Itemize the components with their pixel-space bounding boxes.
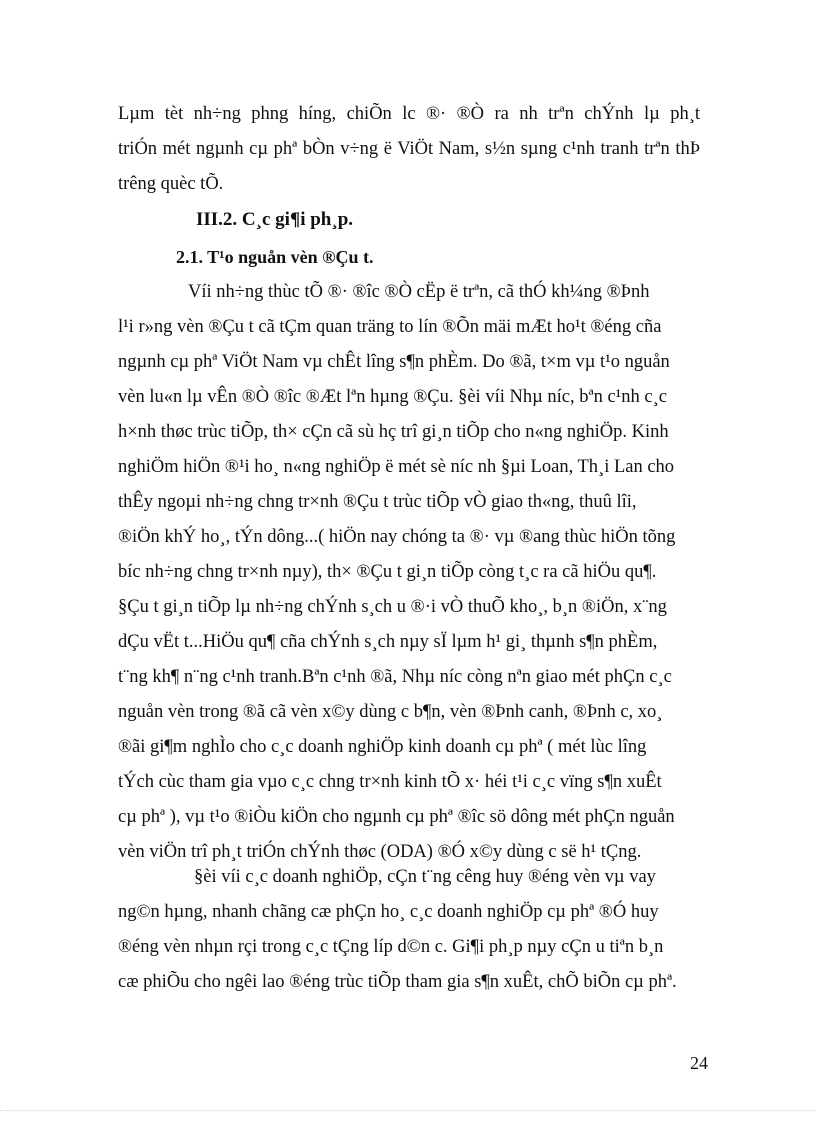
intro-paragraph: [118, 97, 700, 202]
paragraph-investment: [118, 275, 700, 870]
text-line: l¹i r»ng vèn ®Çu t cã tÇm quan träng to lín ®Õn mäi mÆt ho¹t ®éng cña: [118, 317, 662, 337]
text-line: ®ãi gi¶m nghÌo cho c¸c doanh nghiÖp kinh doanh cµ phª ( mét lùc lîng: [118, 737, 647, 757]
text-line: vèn viÖn trî ph¸t triÓn chÝnh thøc (ODA) ®Ó x©y dùng c së h¹ tÇng.: [118, 842, 642, 862]
text-line: t¨ng kh¶ n¨ng c¹nh tranh.Bªn c¹nh ®ã, Nhµ níc còng nªn giao mét phÇn c¸c: [118, 667, 672, 687]
text-line: ®éng vèn nhµn rçi trong c¸c tÇng líp d©n c. Gi¶i ph¸p nµy cÇn u tiªn b¸n: [118, 937, 664, 957]
text-line: nghiÖm hiÖn ®¹i ho¸ n«ng nghiÖp ë mét sè níc nh §µi Loan, Th¸i Lan cho: [118, 457, 675, 477]
text-line: dÇu vËt t...HiÖu qu¶ cña chÝnh s¸ch nµy sÏ lµm h¹ gi¸ thµnh s¶n phÈm,: [118, 632, 658, 652]
text-line: h×nh thøc trùc tiÕp, th× cÇn cã sù hç trî gi¸n tiÕp cho n«ng nghiÖp. Kinh: [118, 422, 669, 442]
section-heading: III.2. C¸c gi¶i ph¸p.: [196, 209, 354, 230]
text-line: ngµnh cµ phª ViÖt Nam vµ chÊt lîng s¶n phÈm. Do ®ã, t×m vµ t¹o nguån: [118, 352, 670, 372]
text-line: Víi nh÷ng thùc tÕ ®· ®îc ®Ò cËp ë trªn, cã thÓ kh¼ng ®Þnh: [188, 282, 650, 302]
text-line: nguån vèn trong ®ã cã vèn x©y dùng c b¶n, vèn ®Þnh canh, ®Þnh c, xo¸: [118, 702, 663, 722]
paragraph-enterprises: [118, 860, 700, 1000]
text-line: thÊy ngoµi nh÷ng chng tr×nh ®Çu t trùc tiÕp vÒ giao th«ng, thuû lîi,: [118, 492, 637, 512]
text-line: §èi víi c¸c doanh nghiÖp, cÇn t¨ng cêng huy ®éng vèn vµ vay: [194, 867, 656, 887]
text-line: ®iÖn khÝ ho¸, tÝn dông...( hiÖn nay chóng ta ®· vµ ®ang thùc hiÖn tõng: [118, 527, 676, 547]
text-line: §Çu t gi¸n tiÕp lµ nh÷ng chÝnh s¸ch u ®·i vÒ thuÕ kho¸, b¸n ®iÖn, x¨ng: [118, 597, 667, 617]
text-line: ng©n hµng, nhanh chãng cæ phÇn ho¸ c¸c doanh nghiÖp cµ phª ®Ó huy: [118, 902, 659, 922]
page-number: 24: [690, 1053, 708, 1073]
subsection-heading: 2.1. T¹o nguån vèn ®Çu t.: [176, 247, 374, 267]
text-line: vèn lu«n lµ vÊn ®Ò ®îc ®Æt lªn hµng ®Çu. §èi víi Nhµ níc, bªn c¹nh c¸c: [118, 387, 667, 407]
text-line: cµ phª ), vµ t¹o ®iÒu kiÖn cho ngµnh cµ phª ®îc sö dông mét phÇn nguån: [118, 807, 675, 827]
text-line: trêng quèc tÕ.: [118, 174, 224, 194]
text-line: bíc nh÷ng chng tr×nh nµy), th× ®Çu t gi¸n tiÕp còng t¸c ra cã hiÖu qu¶.: [118, 562, 657, 582]
text-line: tÝch cùc tham gia vµo c¸c chng tr×nh kinh tÕ x· héi t¹i c¸c vïng s¶n xuÊt: [118, 772, 662, 792]
text-line: Lµm tèt nh÷ng phng híng, chiÕn lc ®· ®Ò ra nh trªn chÝnh lµ ph¸t: [118, 104, 700, 124]
text-line: triÓn mét ngµnh cµ phª bÒn v÷ng ë ViÖt Nam, s½n sµng c¹nh tranh trªn thÞ: [118, 139, 700, 159]
page-bottom-divider: [0, 1110, 816, 1111]
text-line: cæ phiÕu cho ngêi lao ®éng trùc tiÕp tham gia s¶n xuÊt, chÕ biÕn cµ phª.: [118, 972, 677, 992]
